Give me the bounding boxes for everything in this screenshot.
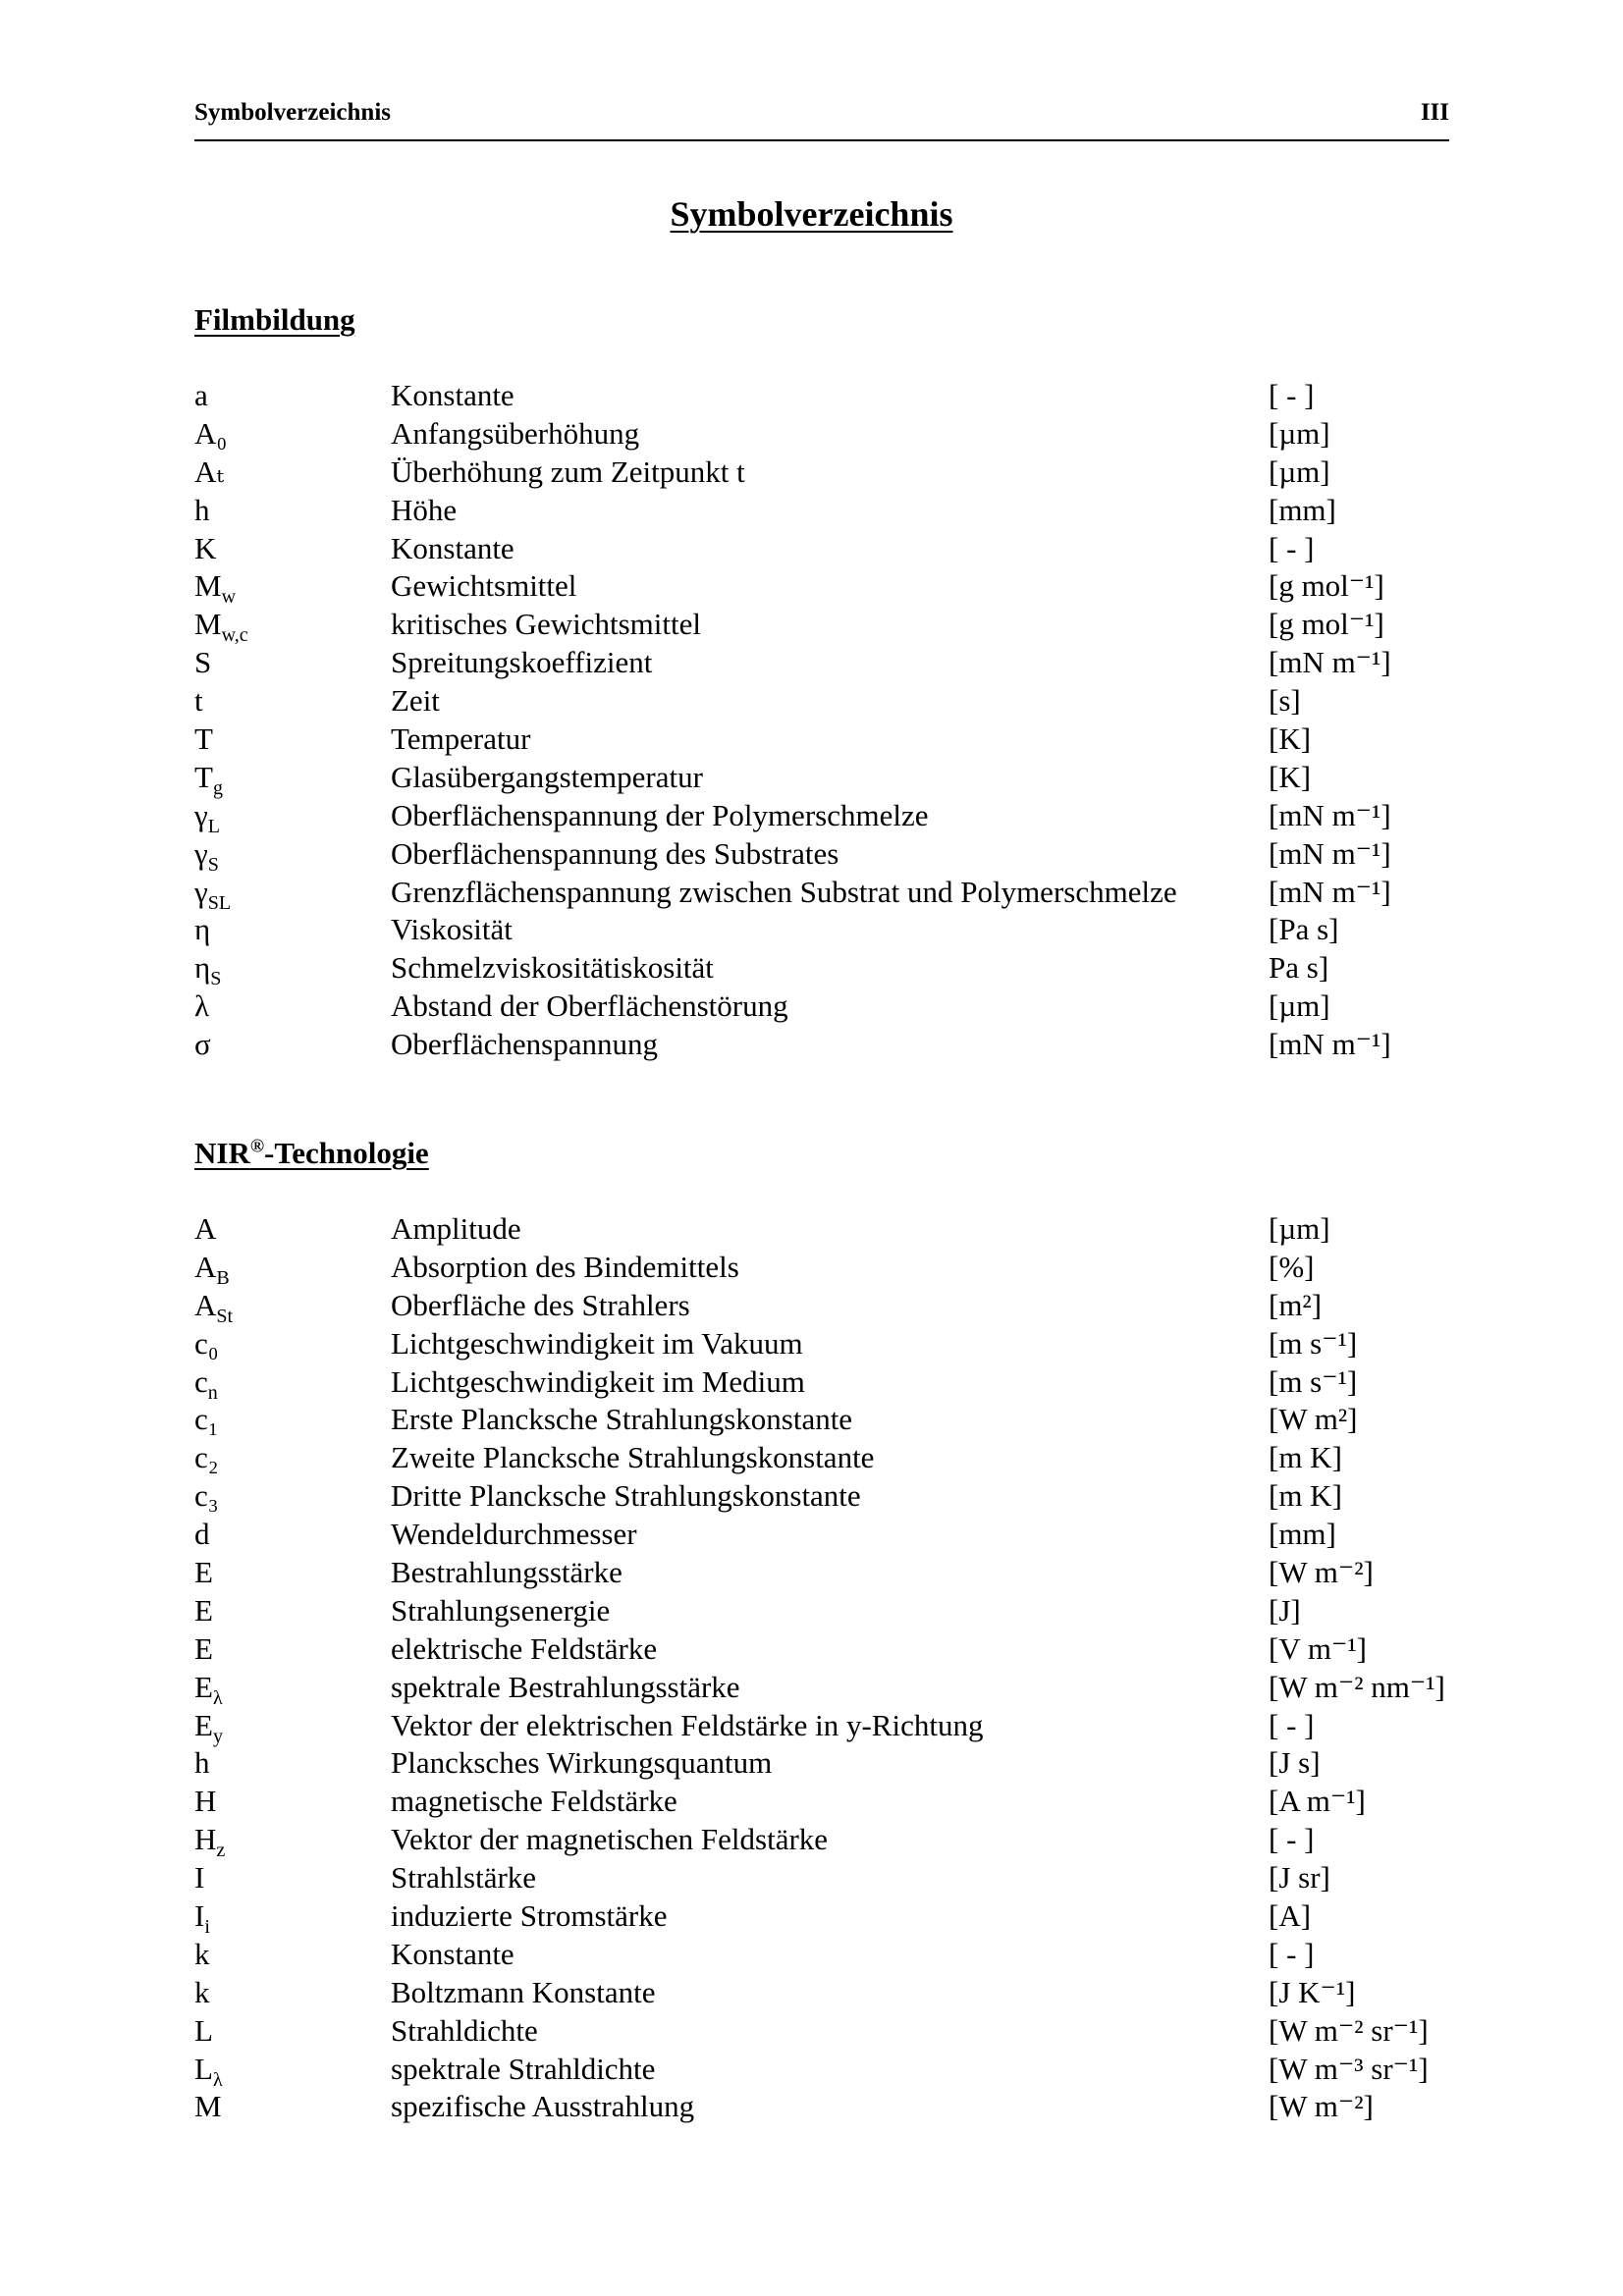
- symbol-cell: E: [194, 1630, 213, 1666]
- description-cell: spektrale Strahldichte: [391, 2051, 656, 2086]
- description-cell: magnetische Feldstärke: [391, 1784, 677, 1819]
- symbol-row: [194, 835, 1471, 874]
- symbol-row: [194, 567, 1471, 609]
- symbol-cell: a: [194, 378, 208, 412]
- unit-cell: [mN m⁻¹]: [1269, 874, 1391, 909]
- symbol-cell: L: [194, 2012, 213, 2048]
- description-cell: Überhöhung zum Zeitpunkt t: [391, 454, 745, 489]
- unit-cell: [ - ]: [1269, 378, 1315, 412]
- symbol-row: [194, 1439, 1471, 1477]
- description-cell: kritisches Gewichtsmittel: [391, 607, 701, 642]
- description-cell: Boltzmann Konstante: [391, 1974, 656, 2009]
- unit-cell: [ - ]: [1269, 1936, 1315, 1971]
- symbol-list: [194, 377, 1471, 1064]
- symbol-cell: η: [194, 912, 211, 947]
- description-cell: Plancksches Wirkungsquantum: [391, 1745, 773, 1781]
- symbol-cell: h: [194, 1745, 210, 1781]
- description-cell: elektrische Feldstärke: [391, 1630, 658, 1666]
- description-cell: Amplitude: [391, 1211, 521, 1246]
- unit-cell: [J s]: [1269, 1745, 1321, 1781]
- description-cell: Grenzflächenspannung zwischen Substrat und Polymerschmelze: [391, 874, 1177, 909]
- symbol-row: [194, 682, 1471, 721]
- description-cell: Temperatur: [391, 721, 531, 757]
- symbol-cell: $H_z$: [194, 1822, 226, 1862]
- description-cell: Strahldichte: [391, 2012, 538, 2048]
- symbol-row: [194, 1026, 1471, 1064]
- symbol-row: [194, 1516, 1471, 1554]
- symbol-cell: k: [194, 1974, 210, 2009]
- unit-cell: [µm]: [1269, 454, 1330, 489]
- symbol-cell: $c_n$: [194, 1363, 218, 1404]
- symbol-cell: c₂: [194, 1440, 219, 1475]
- symbol-row: [194, 988, 1471, 1026]
- symbol-cell: $M_{w,c}$: [194, 607, 248, 647]
- description-cell: Konstante: [391, 378, 514, 412]
- symbol-row: [194, 1897, 1471, 1939]
- unit-cell: Pa s]: [1269, 950, 1329, 986]
- section-heading-text: Filmbildung: [194, 302, 355, 337]
- symbol-row: [194, 530, 1471, 568]
- symbol-cell: Aₜ: [194, 454, 225, 489]
- description-cell: Zweite Plancksche Strahlungskonstante: [391, 1440, 875, 1475]
- unit-cell: [m K]: [1269, 1440, 1342, 1475]
- unit-cell: [J]: [1269, 1592, 1301, 1628]
- unit-cell: [W m⁻² sr⁻¹]: [1269, 2012, 1429, 2048]
- page-title: [0, 190, 1623, 238]
- symbol-cell: E: [194, 1555, 213, 1590]
- unit-cell: [K]: [1269, 759, 1312, 794]
- unit-cell: [Pa s]: [1269, 912, 1339, 947]
- section-heading: [194, 300, 1471, 340]
- symbol-cell: $M_w$: [194, 568, 237, 609]
- unit-cell: [m s⁻¹]: [1269, 1325, 1358, 1361]
- symbol-row: [194, 911, 1471, 949]
- description-cell: Absorption des Bindemittels: [391, 1249, 739, 1284]
- symbol-cell: $\gamma_L$: [194, 797, 220, 837]
- unit-cell: [mN m⁻¹]: [1269, 1027, 1391, 1062]
- unit-cell: [W m⁻²]: [1269, 1555, 1374, 1590]
- symbol-row: [194, 759, 1471, 800]
- description-cell: Spreitungskoeffizient: [391, 645, 653, 680]
- symbol-row: [194, 606, 1471, 647]
- unit-cell: [g mol⁻¹]: [1269, 568, 1384, 604]
- symbol-cell: $\eta_S$: [194, 950, 222, 990]
- symbol-row: [194, 1936, 1471, 1974]
- symbol-row: [194, 492, 1471, 530]
- description-cell: Wendeldurchmesser: [391, 1517, 637, 1552]
- symbol-cell: M: [194, 2089, 222, 2124]
- description-cell: Schmelzviskositätiskosität: [391, 950, 714, 986]
- description-cell: Viskosität: [391, 912, 513, 947]
- symbol-cell: A₀: [194, 415, 228, 451]
- unit-cell: [mN m⁻¹]: [1269, 835, 1391, 871]
- unit-cell: [W m²]: [1269, 1402, 1358, 1437]
- symbol-row: [194, 2051, 1471, 2089]
- symbol-cell: c₀: [194, 1325, 219, 1361]
- description-cell: Dritte Plancksche Strahlungskonstante: [391, 1478, 861, 1514]
- unit-cell: [K]: [1269, 721, 1312, 757]
- unit-cell: [A]: [1269, 1898, 1312, 1934]
- unit-cell: [µm]: [1269, 415, 1330, 451]
- symbol-row: [194, 1974, 1471, 2012]
- unit-cell: [W m⁻³ sr⁻¹]: [1269, 2051, 1429, 2086]
- description-cell: Strahlungsenergie: [391, 1592, 611, 1628]
- symbol-row: [194, 1554, 1471, 1592]
- description-cell: Konstante: [391, 530, 514, 565]
- unit-cell: [s]: [1269, 683, 1301, 719]
- unit-cell: [%]: [1269, 1249, 1315, 1284]
- symbol-row: [194, 1707, 1471, 1745]
- symbol-row: [194, 1821, 1471, 1862]
- page-header: [194, 96, 1449, 141]
- symbol-row: [194, 1783, 1471, 1821]
- running-header-title: Symbolverzeichnis: [194, 99, 391, 126]
- symbol-cell: d: [194, 1517, 210, 1552]
- symbol-cell: h: [194, 492, 210, 527]
- symbol-row: [194, 2088, 1471, 2126]
- unit-cell: [mm]: [1269, 492, 1336, 527]
- symbol-cell: K: [194, 530, 217, 565]
- symbol-row: [194, 874, 1471, 912]
- symbol-row: [194, 721, 1471, 759]
- description-cell: Glasübergangstemperatur: [391, 759, 703, 794]
- description-cell: Gewichtsmittel: [391, 568, 577, 604]
- symbol-cell: I: [194, 1860, 205, 1896]
- symbol-cell: S: [194, 645, 212, 680]
- section-heading-text: [194, 1136, 429, 1170]
- section-nir-technologie: [194, 1134, 1471, 2126]
- symbol-row: [194, 1287, 1471, 1325]
- symbol-row: [194, 415, 1471, 454]
- unit-cell: [J K⁻¹]: [1269, 1974, 1356, 2009]
- symbol-row: [194, 797, 1471, 835]
- symbol-row: [194, 1592, 1471, 1630]
- symbol-row: [194, 644, 1471, 682]
- symbol-row: [194, 1669, 1471, 1707]
- description-cell: Anfangsüberhöhung: [391, 415, 640, 451]
- symbol-cell: c₃: [194, 1478, 219, 1514]
- description-cell: Lichtgeschwindigkeit im Medium: [391, 1363, 805, 1399]
- symbol-cell: $L_\lambda$: [194, 2051, 223, 2091]
- unit-cell: [µm]: [1269, 988, 1330, 1024]
- description-cell: Oberflächenspannung der Polymerschmelze: [391, 797, 929, 832]
- unit-cell: [mN m⁻¹]: [1269, 797, 1391, 832]
- section-heading: [194, 1134, 1471, 1173]
- page-title-text: Symbolverzeichnis: [670, 194, 953, 234]
- page-number: III: [1420, 99, 1449, 126]
- symbol-list: [194, 1210, 1471, 2126]
- description-cell: Oberflächenspannung des Substrates: [391, 835, 839, 871]
- description-cell: Zeit: [391, 683, 440, 719]
- section-heading-suffix: -Technologie: [264, 1136, 429, 1170]
- description-cell: Höhe: [391, 492, 458, 527]
- symbol-row: [194, 1630, 1471, 1669]
- description-cell: Strahlstärke: [391, 1860, 537, 1896]
- symbol-row: [194, 454, 1471, 492]
- symbol-row: [194, 1210, 1471, 1249]
- unit-cell: [µm]: [1269, 1211, 1330, 1246]
- symbol-cell: $\gamma_{SL}$: [194, 874, 232, 914]
- unit-cell: [g mol⁻¹]: [1269, 607, 1384, 642]
- unit-cell: [mm]: [1269, 1517, 1336, 1552]
- description-cell: Lichtgeschwindigkeit im Vakuum: [391, 1325, 803, 1361]
- symbol-row: [194, 1744, 1471, 1783]
- symbol-cell: T: [194, 721, 213, 757]
- unit-cell: [m K]: [1269, 1478, 1342, 1514]
- description-cell: Erste Plancksche Strahlungskonstante: [391, 1402, 853, 1437]
- symbol-row: [194, 1325, 1471, 1363]
- symbol-row: [194, 949, 1471, 988]
- symbol-cell: $I_i$: [194, 1898, 210, 1939]
- description-cell: Oberfläche des Strahlers: [391, 1287, 690, 1322]
- description-cell: spektrale Bestrahlungsstärke: [391, 1669, 740, 1704]
- symbol-cell: H: [194, 1784, 217, 1819]
- symbol-row: [194, 1859, 1471, 1897]
- description-cell: induzierte Stromstärke: [391, 1898, 668, 1934]
- symbol-cell: σ: [194, 1027, 211, 1062]
- symbol-cell: $A_B$: [194, 1249, 230, 1290]
- symbol-cell: A: [194, 1211, 217, 1246]
- symbol-cell: $A_{St}$: [194, 1287, 234, 1327]
- symbol-row: [194, 2012, 1471, 2051]
- symbol-cell: E: [194, 1592, 213, 1628]
- unit-cell: [ - ]: [1269, 1707, 1315, 1742]
- symbol-cell: k: [194, 1936, 210, 1971]
- symbol-cell: λ: [194, 988, 210, 1024]
- symbol-row: [194, 1249, 1471, 1290]
- registered-mark: ®: [249, 1136, 265, 1157]
- description-cell: Vektor der magnetischen Feldstärke: [391, 1822, 829, 1857]
- symbol-cell: $E_\lambda$: [194, 1669, 223, 1709]
- symbol-cell: t: [194, 683, 203, 719]
- symbol-cell: $T_g$: [194, 759, 223, 800]
- unit-cell: [m s⁻¹]: [1269, 1363, 1358, 1399]
- unit-cell: [W m⁻²]: [1269, 2089, 1374, 2124]
- description-cell: spezifische Ausstrahlung: [391, 2089, 695, 2124]
- symbol-cell: c₁: [194, 1402, 219, 1437]
- unit-cell: [ - ]: [1269, 530, 1315, 565]
- symbol-row: [194, 1401, 1471, 1439]
- unit-cell: [V m⁻¹]: [1269, 1630, 1367, 1666]
- description-cell: Abstand der Oberflächenstörung: [391, 988, 788, 1024]
- unit-cell: [W m⁻² nm⁻¹]: [1269, 1669, 1445, 1704]
- symbol-row: [194, 377, 1471, 415]
- symbol-row: [194, 1363, 1471, 1402]
- unit-cell: [A m⁻¹]: [1269, 1784, 1366, 1819]
- symbol-cell: $\gamma_S$: [194, 835, 219, 876]
- symbol-cell: $E_y$: [194, 1707, 223, 1747]
- section-heading-main: NIR: [194, 1136, 250, 1170]
- unit-cell: [mN m⁻¹]: [1269, 645, 1391, 680]
- description-cell: Oberflächenspannung: [391, 1027, 659, 1062]
- description-cell: Vektor der elektrischen Feldstärke in y-Richtung: [391, 1707, 984, 1742]
- unit-cell: [ - ]: [1269, 1822, 1315, 1857]
- description-cell: Konstante: [391, 1936, 514, 1971]
- unit-cell: [J sr]: [1269, 1860, 1330, 1896]
- unit-cell: [m²]: [1269, 1287, 1323, 1322]
- symbol-row: [194, 1477, 1471, 1516]
- description-cell: Bestrahlungsstärke: [391, 1555, 622, 1590]
- section-filmbildung: [194, 300, 1471, 1064]
